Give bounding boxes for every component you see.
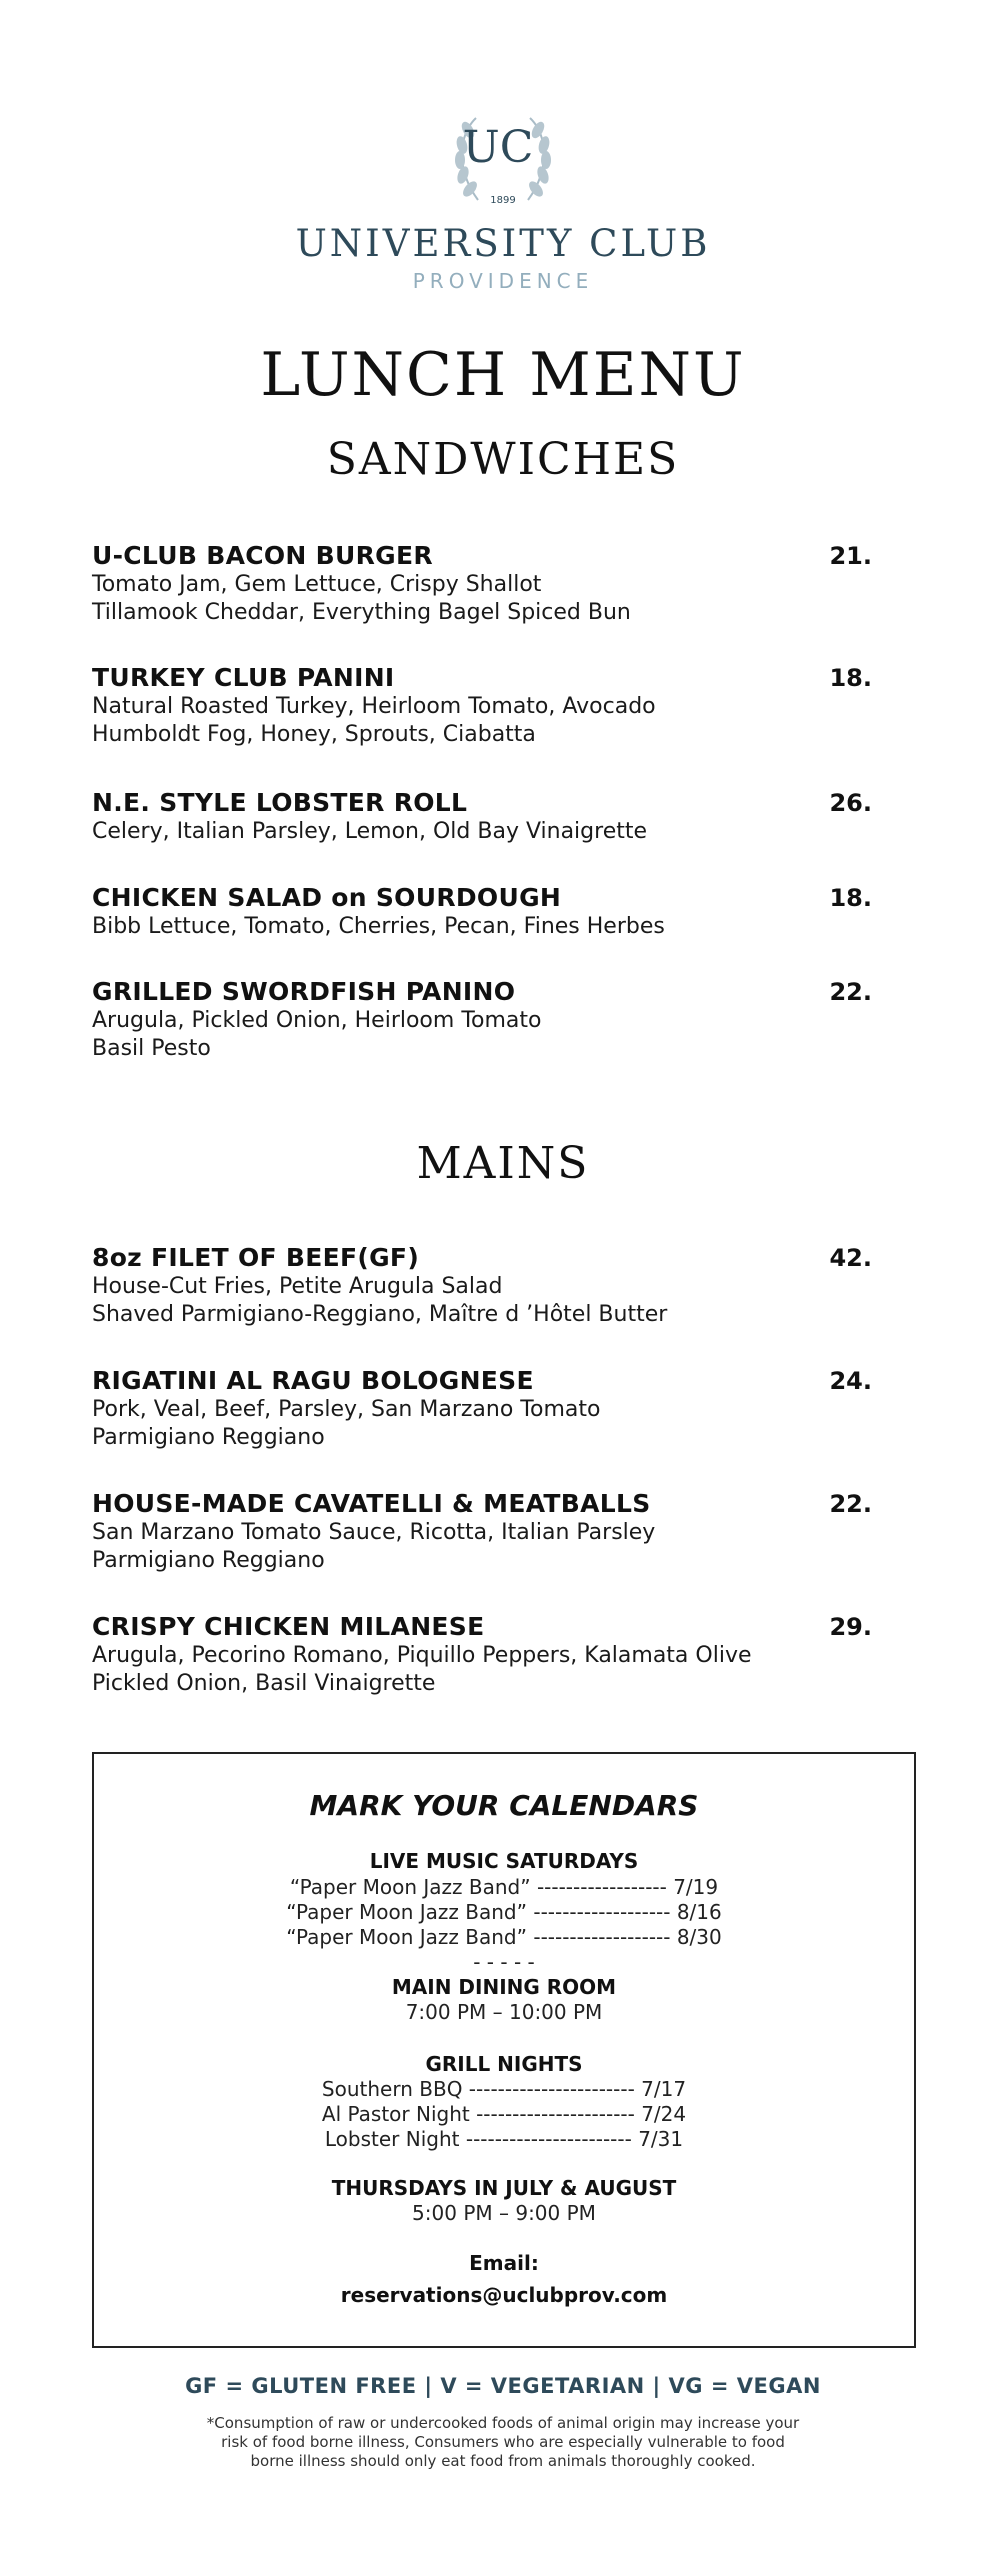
- email-label: Email:: [469, 2251, 539, 2275]
- event-line: Southern BBQ ----------------------- 7/17: [321, 2077, 687, 2101]
- item-desc: Parmigiano Reggiano: [92, 1548, 325, 1573]
- thursdays-hours: 5:00 PM – 9:00 PM: [412, 2201, 596, 2225]
- monogram-u: UC: [462, 122, 534, 173]
- item-price: 24.: [829, 1367, 872, 1395]
- item-desc: Arugula, Pickled Onion, Heirloom Tomato: [92, 1008, 542, 1033]
- disclaimer: [0, 2414, 1006, 2471]
- item-desc: Basil Pesto: [92, 1036, 211, 1061]
- item-price: 29.: [829, 1613, 872, 1641]
- item-name: GRILLED SWORDFISH PANINO: [92, 977, 516, 1006]
- disclaimer-line: *Consumption of raw or undercooked foods of animal origin may increase your: [206, 2414, 800, 2432]
- item-price: 22.: [829, 978, 872, 1006]
- calendar-box: [92, 1752, 916, 2348]
- dining-heading: MAIN DINING ROOM: [391, 1975, 617, 1999]
- menu-item: [92, 1612, 872, 1698]
- item-desc: Tillamook Cheddar, Everything Bagel Spiced Bun: [92, 600, 631, 625]
- laurel-monogram-icon: [428, 100, 578, 220]
- menu-item: [92, 977, 872, 1063]
- event-line: “Paper Moon Jazz Band” ------------------ 7/19: [289, 1875, 719, 1899]
- item-name: CRISPY CHICKEN MILANESE: [92, 1612, 485, 1641]
- dining-hours: 7:00 PM – 10:00 PM: [405, 2000, 603, 2024]
- calendar-title: MARK YOUR CALENDARS: [309, 1789, 699, 1822]
- item-name: CHICKEN SALAD on SOURDOUGH: [92, 883, 562, 912]
- email-link[interactable]: reservations@uclubprov.com: [340, 2283, 668, 2307]
- item-desc: Bibb Lettuce, Tomato, Cherries, Pecan, Fines Herbes: [92, 914, 665, 939]
- menu-item: [92, 788, 872, 846]
- item-price: 22.: [829, 1490, 872, 1518]
- item-price: 26.: [829, 789, 872, 817]
- divider: - - - - -: [473, 1950, 535, 1974]
- diet-legend: GF = GLUTEN FREE | V = VEGETARIAN | VG = VEGAN: [185, 2374, 821, 2398]
- club-city: PROVIDENCE: [412, 269, 594, 293]
- item-desc: Tomato Jam, Gem Lettuce, Crispy Shallot: [92, 572, 542, 597]
- item-desc: Celery, Italian Parsley, Lemon, Old Bay Vinaigrette: [92, 819, 648, 844]
- item-desc: House-Cut Fries, Petite Arugula Salad: [92, 1274, 503, 1299]
- item-name: U-CLUB BACON BURGER: [92, 541, 433, 570]
- grill-heading: GRILL NIGHTS: [425, 2052, 583, 2076]
- item-name: RIGATINI AL RAGU BOLOGNESE: [92, 1366, 534, 1395]
- menu-item: [92, 541, 872, 627]
- menu-item: [92, 1366, 872, 1452]
- section-title-sandwiches: SANDWICHES: [326, 434, 680, 485]
- menu-title: LUNCH MENU: [260, 340, 746, 410]
- menu-item: [92, 663, 872, 749]
- item-desc: San Marzano Tomato Sauce, Ricotta, Italian Parsley: [92, 1520, 656, 1545]
- item-desc: Arugula, Pecorino Romano, Piquillo Peppers, Kalamata Olive: [92, 1643, 752, 1668]
- item-price: 42.: [829, 1244, 872, 1272]
- item-desc: Pork, Veal, Beef, Parsley, San Marzano Tomato: [92, 1397, 601, 1422]
- item-desc: Humboldt Fog, Honey, Sprouts, Ciabatta: [92, 722, 536, 747]
- event-line: “Paper Moon Jazz Band” ------------------- 8/16: [286, 1900, 722, 1924]
- logo-year: 1899: [490, 195, 516, 206]
- disclaimer-line: borne illness should only eat food from animals thoroughly cooked.: [250, 2452, 756, 2470]
- item-name: HOUSE-MADE CAVATELLI & MEATBALLS: [92, 1489, 651, 1518]
- event-line: Al Pastor Night ---------------------- 7/24: [321, 2102, 687, 2126]
- section-title-mains: MAINS: [416, 1138, 590, 1189]
- item-price: 18.: [829, 664, 872, 692]
- item-desc: Natural Roasted Turkey, Heirloom Tomato, Avocado: [92, 694, 656, 719]
- event-line: “Paper Moon Jazz Band” ------------------- 8/30: [286, 1925, 722, 1949]
- menu-item: [92, 883, 872, 941]
- item-price: 21.: [829, 542, 872, 570]
- live-music-heading: LIVE MUSIC SATURDAYS: [369, 1849, 639, 1873]
- thursdays-heading: THURSDAYS IN JULY & AUGUST: [331, 2176, 677, 2200]
- event-line: Lobster Night ----------------------- 7/31: [324, 2127, 684, 2151]
- disclaimer-line: risk of food borne illness, Consumers who are especially vulnerable to food: [221, 2433, 785, 2451]
- item-name: TURKEY CLUB PANINI: [92, 663, 395, 692]
- menu-item: [92, 1243, 872, 1329]
- item-desc: Parmigiano Reggiano: [92, 1425, 325, 1450]
- club-name: UNIVERSITY CLUB: [295, 222, 711, 265]
- item-desc: Shaved Parmigiano-Reggiano, Maître d ’Hôtel Butter: [92, 1302, 668, 1327]
- item-name: N.E. STYLE LOBSTER ROLL: [92, 788, 468, 817]
- menu-item: [92, 1489, 872, 1575]
- item-desc: Pickled Onion, Basil Vinaigrette: [92, 1671, 436, 1696]
- item-name: 8oz FILET OF BEEF(GF): [92, 1243, 420, 1272]
- item-price: 18.: [829, 884, 872, 912]
